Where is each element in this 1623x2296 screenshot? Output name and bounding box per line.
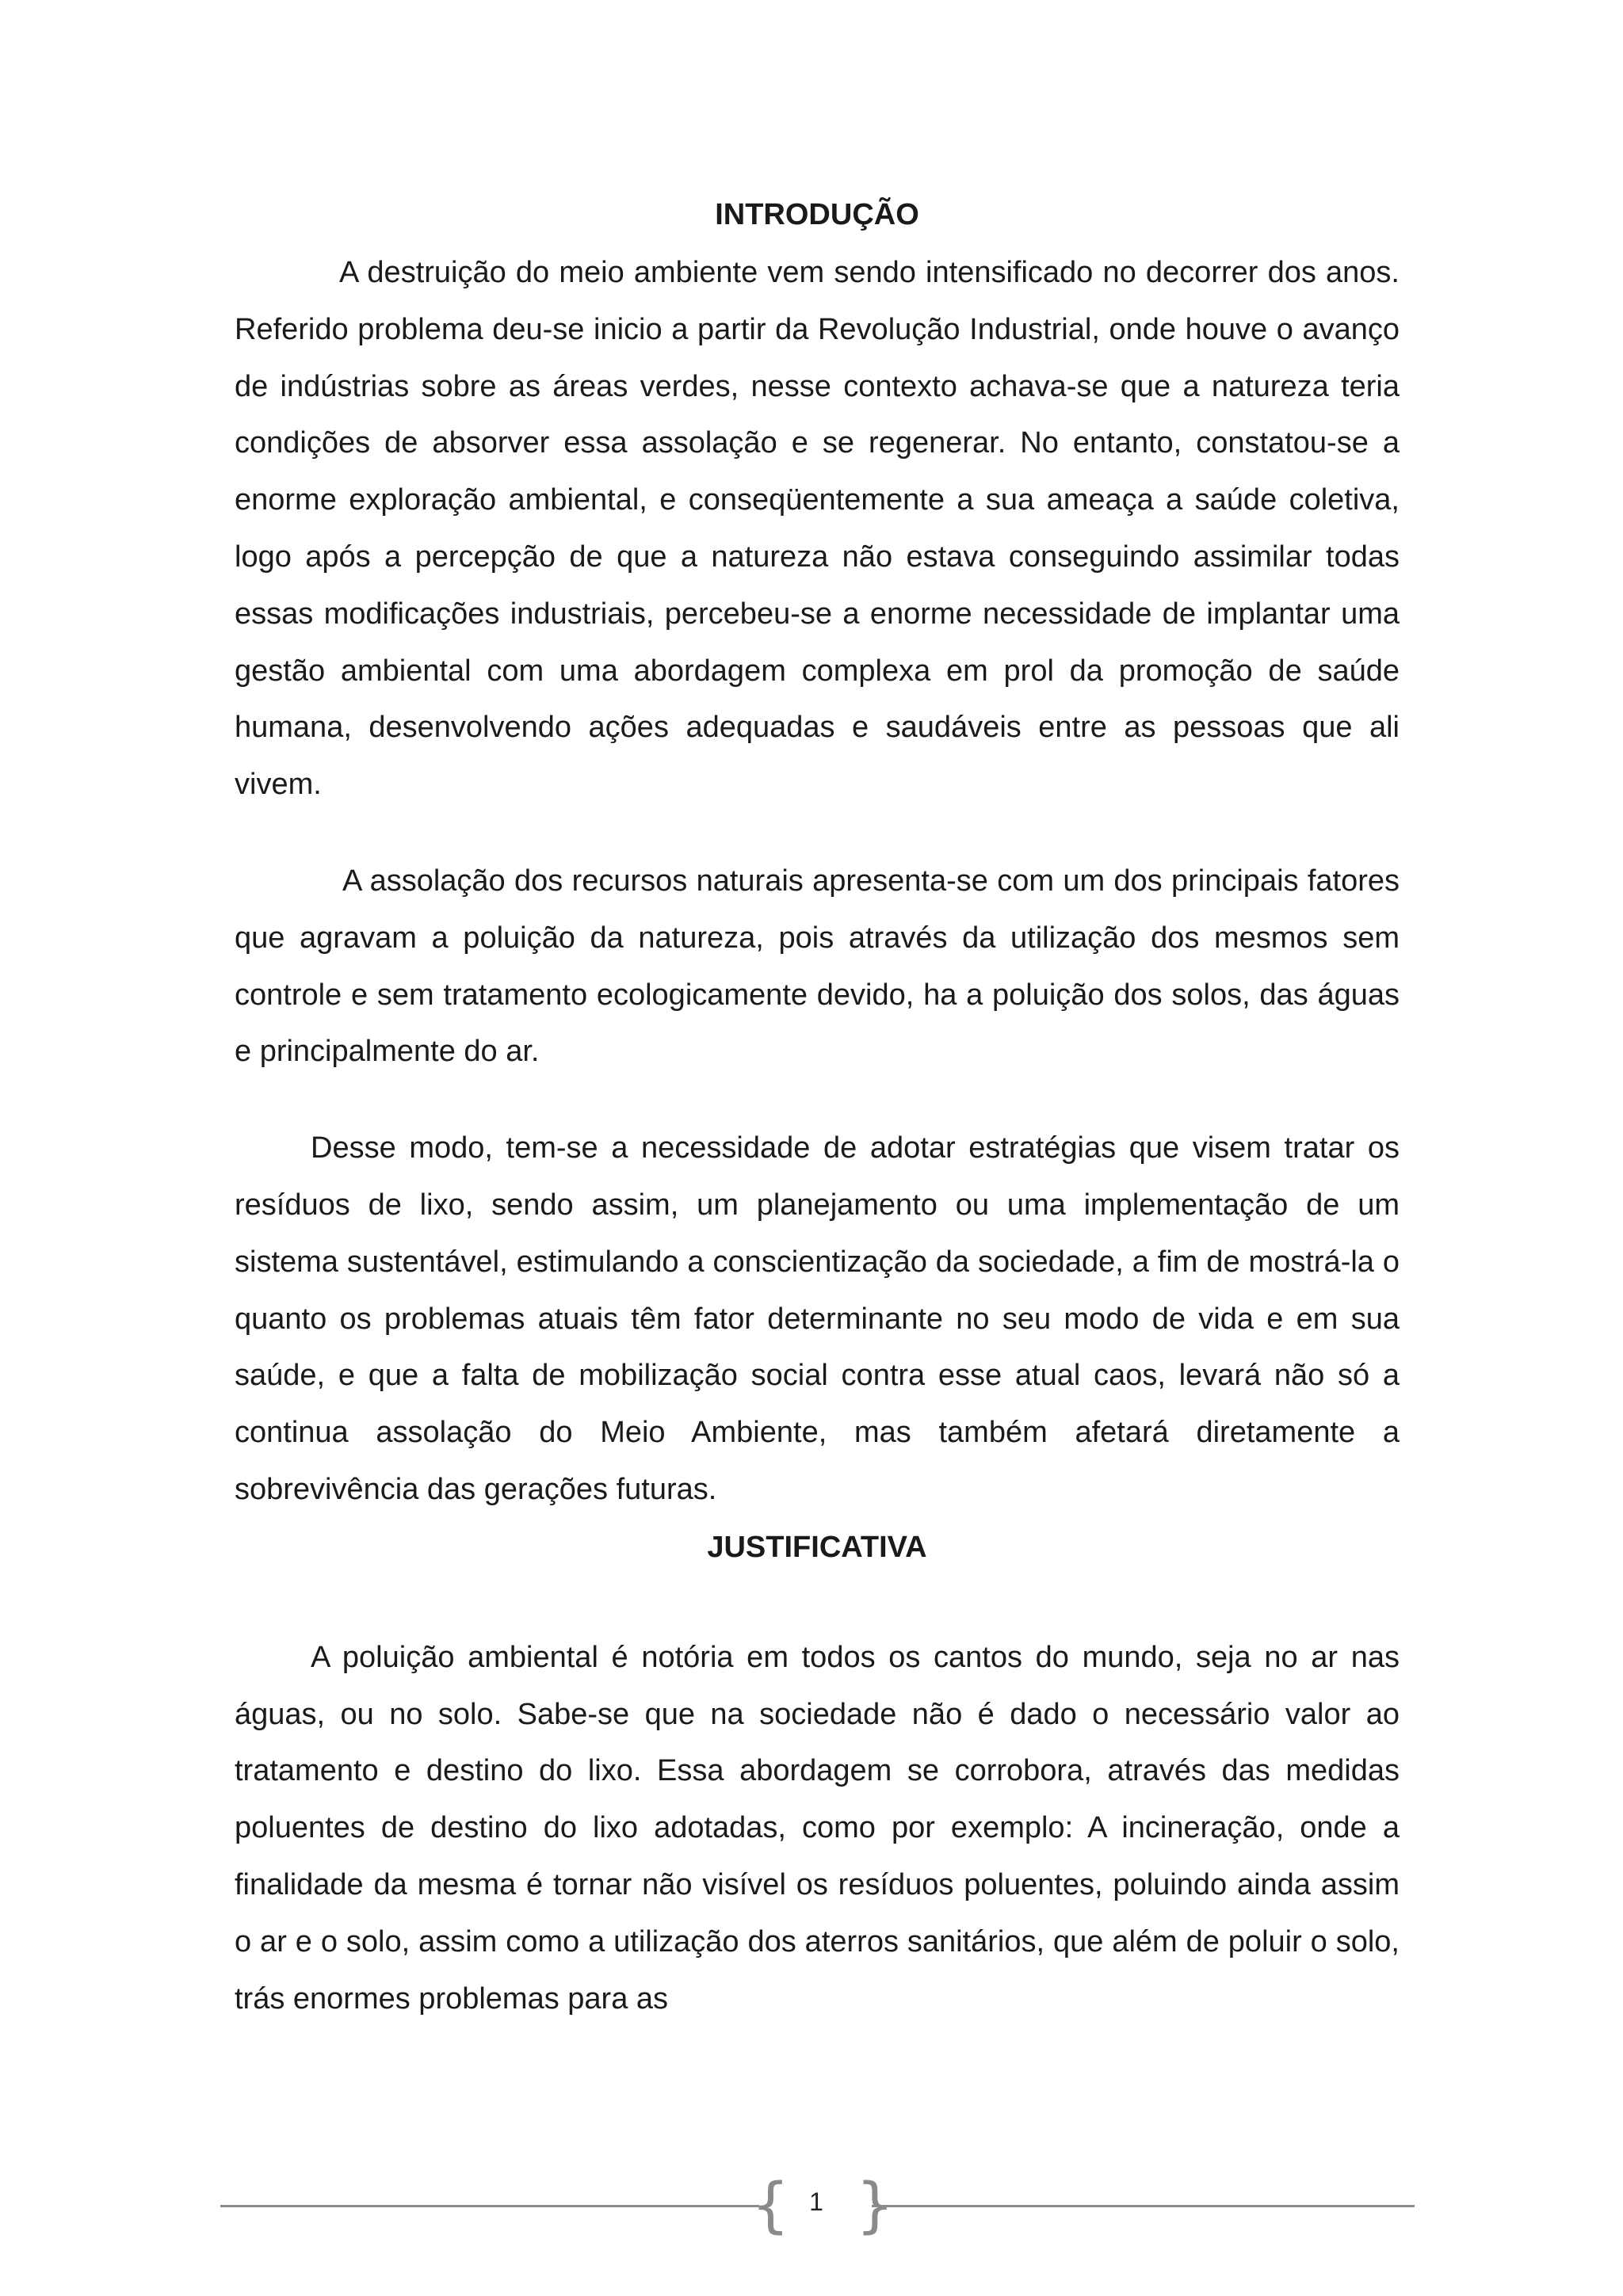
footer-rule-left [220,2205,759,2207]
page-footer [0,2169,1623,2240]
intro-paragraph-2: A assolação dos recursos naturais apresenta-se com um dos principais fatores que agravam a poluição da natureza, pois através da utilização dos mesmos sem controle e sem tratamento ecologicamente devido, ha a poluição dos solos, das águas e principalmente do ar. [235,864,1400,1069]
page-content [235,186,1400,2027]
section-heading-justificativa: JUSTIFICATIVA [707,1530,927,1564]
footer-rule-right [872,2205,1415,2207]
intro-paragraph-1: A destruição do meio ambiente vem sendo intensificado no decorrer dos anos. Referido problema deu-se inicio a partir da Revolução Industrial, onde houve o avanço de indústrias sobre as áreas verdes, nesse contexto achava-se que a natureza teria condições de absorver essa assolação e se regenerar. No entanto, constatou-se a enorme exploração ambiental, e conseqüentemente a sua ameaça a saúde coletiva, logo após a percepção de que a natureza não estava conseguindo assimilar todas essas modificações industriais, percebeu-se a enorme necessidade de implantar uma gestão ambiental com uma abordagem complexa em prol da promoção de saúde humana, desenvolvendo ações adequadas e saudáveis entre as pessoas que ali vivem. [235,256,1400,802]
justification-paragraph-1: A poluição ambiental é notória em todos os cantos do mundo, seja no ar nas águas, ou no solo. Sabe-se que na sociedade não é dado o necessário valor ao tratamento e destino do lixo. Essa abordagem se corrobora, através das medidas poluentes de destino do lixo adotadas, como por exemplo: A incineração, onde a finalidade da mesma é tornar não visível os resíduos poluentes, poluindo ainda assim o ar e o solo, assim como a utilização dos aterros sanitários, que além de poluir o solo, trás enormes problemas para as [235,1640,1400,2016]
page-number: 1 [809,2187,823,2216]
section-heading-introducao: INTRODUÇÃO [715,198,919,231]
footer-brace-close-icon: } [856,2169,895,2240]
intro-paragraph-3: Desse modo, tem-se a necessidade de adotar estratégias que visem tratar os resíduos de lixo, sendo assim, um planejamento ou uma implementação de um sistema sustentável, estimulando a conscientização da sociedade, a fim de mostrá-la o quanto os problemas atuais têm fator determinante no seu modo de vida e em sua saúde, e que a falta de mobilização social contra esse atual caos, levará não só a continua assolação do Meio Ambiente, mas também afetará diretamente a sobrevivência das gerações futuras. [235,1131,1400,1506]
footer-brace-open-icon: { [751,2169,790,2240]
